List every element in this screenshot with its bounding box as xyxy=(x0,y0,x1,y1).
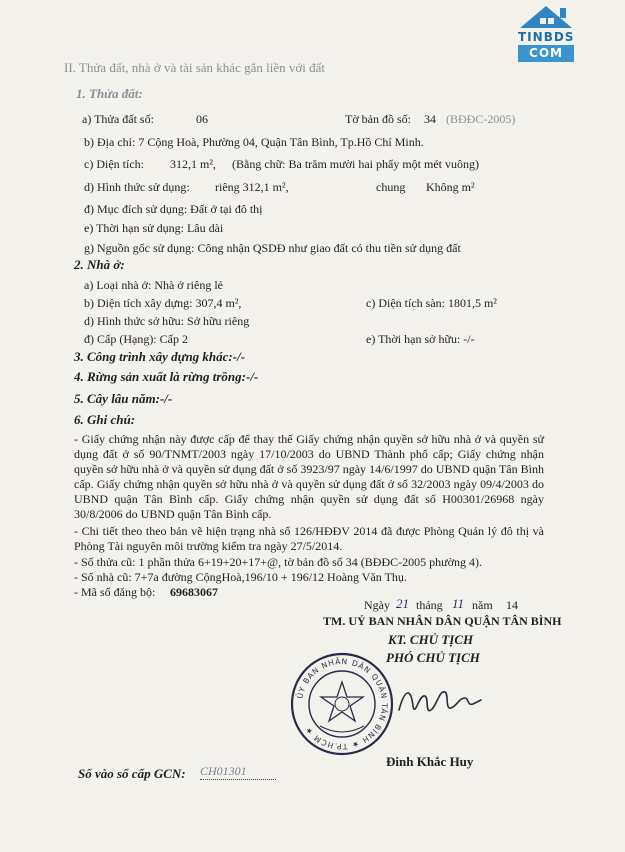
land-usage-shared-value: Không m² xyxy=(426,180,475,194)
date-day: 21 xyxy=(396,596,409,611)
note-old-parcel: - Số thửa cũ: 1 phần thửa 6+19+20+17+@, tờ bản đồ số 34 (BĐĐC-2005 phường 4). xyxy=(74,555,482,569)
house-grade: đ) Cấp (Hạng): Cấp 2 xyxy=(84,332,188,346)
tinbds-logo xyxy=(512,4,580,66)
note-registry-label: - Mã số đăng bộ: xyxy=(74,585,156,599)
notes-heading: 6. Ghi chú: xyxy=(74,412,136,427)
land-term: e) Thời hạn sử dụng: Lâu dài xyxy=(84,221,224,235)
official-seal-icon xyxy=(290,652,394,756)
land-map-note: (BĐĐC-2005) xyxy=(446,112,516,126)
house-type: a) Loại nhà ở: Nhà ở riêng lẻ xyxy=(84,278,223,292)
authority-name: TM. UỶ BAN NHÂN DÂN QUẬN TÂN BÌNH xyxy=(323,614,562,628)
land-heading: 1. Thửa đất: xyxy=(76,86,143,101)
logo-text-bottom: COM xyxy=(518,45,574,62)
date-month-label: tháng xyxy=(416,598,443,612)
date-year-label: năm xyxy=(472,598,493,612)
land-area-label: c) Diện tích: xyxy=(84,157,144,171)
house-heading: 2. Nhà ở: xyxy=(74,257,125,272)
note-paragraph-1: - Giấy chứng nhận này được cấp để thay thế Giấy chứng nhận quyền sở hữu nhà ở và quyền sử dụng đất ở số 90/TNMT/2003 ngày 17/10/2003 do UBND Thành phố cấp; Giấy chứng nhận quyền sở hữu nhà ở và quyền sử dụng đất ở số 3923/97 ngày 14/6/1997 do UBND quận Tân Bình cấp. Giấy chứng nhận quyền sở hữu nhà ở và quyền sử dụng đất ở số 32/2003 ngày 09/4/2003 do UBND quận Tân Bình cấp. Giấy chứng nhận quyền sử dụng đất số H00301/26968 ngày 30/8/2006 do UBND quận Tân Bình cấp. xyxy=(74,432,544,521)
land-purpose: đ) Mục đích sử dụng: Đất ở tại đô thị xyxy=(84,202,263,216)
land-parcel-value: 06 xyxy=(196,112,208,126)
land-address: b) Địa chỉ: 7 Cộng Hoà, Phường 04, Quận Tân Bình, Tp.Hồ Chí Minh. xyxy=(84,135,424,149)
house-ownership: d) Hình thức sở hữu: Sở hữu riêng xyxy=(84,314,250,328)
date-year: 14 xyxy=(506,598,518,612)
other-constructions: 3. Công trình xây dựng khác:-/- xyxy=(74,349,246,364)
date-month: 11 xyxy=(452,596,465,611)
land-map-value: 34 xyxy=(424,112,436,126)
signer-name: Đinh Khắc Huy xyxy=(386,754,474,769)
land-origin: g) Nguồn gốc sử dụng: Công nhận QSDĐ như giao đất có thu tiền sử dụng đất xyxy=(84,241,461,255)
vice-chair-title: PHÓ CHỦ TỊCH xyxy=(386,650,480,665)
handwritten-signature-icon xyxy=(395,680,485,724)
logo-text-top: TINBDS xyxy=(518,30,575,44)
land-area-words: (Bằng chữ: Ba trăm mười hai phẩy một mét vuông) xyxy=(232,157,479,171)
land-usage-form-label: d) Hình thức sử dụng: xyxy=(84,180,190,194)
gcn-register-value: CH01301 xyxy=(200,764,276,780)
land-map-label: Tờ bản đồ số: xyxy=(345,112,412,126)
perennial-trees: 5. Cây lâu năm:-/- xyxy=(74,391,173,406)
date-prefix: Ngày xyxy=(364,598,390,612)
land-usage-shared-label: chung xyxy=(376,180,406,194)
gcn-register-label: Số vào sổ cấp GCN: xyxy=(78,766,186,781)
land-usage-private: riêng 312,1 m², xyxy=(215,180,289,194)
house-floor-area: c) Diện tích sàn: 1801,5 m² xyxy=(366,296,497,310)
vice-chair-kt: KT. CHỦ TỊCH xyxy=(388,632,474,647)
note-registry-value: 69683067 xyxy=(170,585,218,599)
svg-text:ỦY BAN NHÂN DÂN QUẬN TÂN BÌNH: ỦY BAN NHÂN DÂN QUẬN TÂN BÌNH ★ TP.HCM ★ xyxy=(295,656,390,752)
land-parcel-label: a) Thửa đất số: xyxy=(82,112,154,126)
note-old-house-number: - Số nhà cũ: 7+7a đường CộngHoà,196/10 + 196/12 Hoàng Văn Thụ. xyxy=(74,570,407,584)
land-area-value: 312,1 m², xyxy=(170,157,216,171)
house-build-area: b) Diện tích xây dựng: 307,4 m², xyxy=(84,296,242,310)
house-icon xyxy=(518,4,574,32)
note-paragraph-2: - Chi tiết theo theo bản vẽ hiện trạng nhà số 126/HĐĐV 2014 đã được Phòng Quản lý đô thị và Phòng Tài nguyên môi trường kiểm tra ngày 27/5/2014. xyxy=(74,524,544,553)
production-forest: 4. Rừng sản xuất là rừng trồng:-/- xyxy=(74,369,259,384)
house-ownership-term: e) Thời hạn sở hữu: -/- xyxy=(366,332,475,346)
section-header: II. Thửa đất, nhà ở và tài sản khác gắn liền với đất xyxy=(64,60,325,75)
